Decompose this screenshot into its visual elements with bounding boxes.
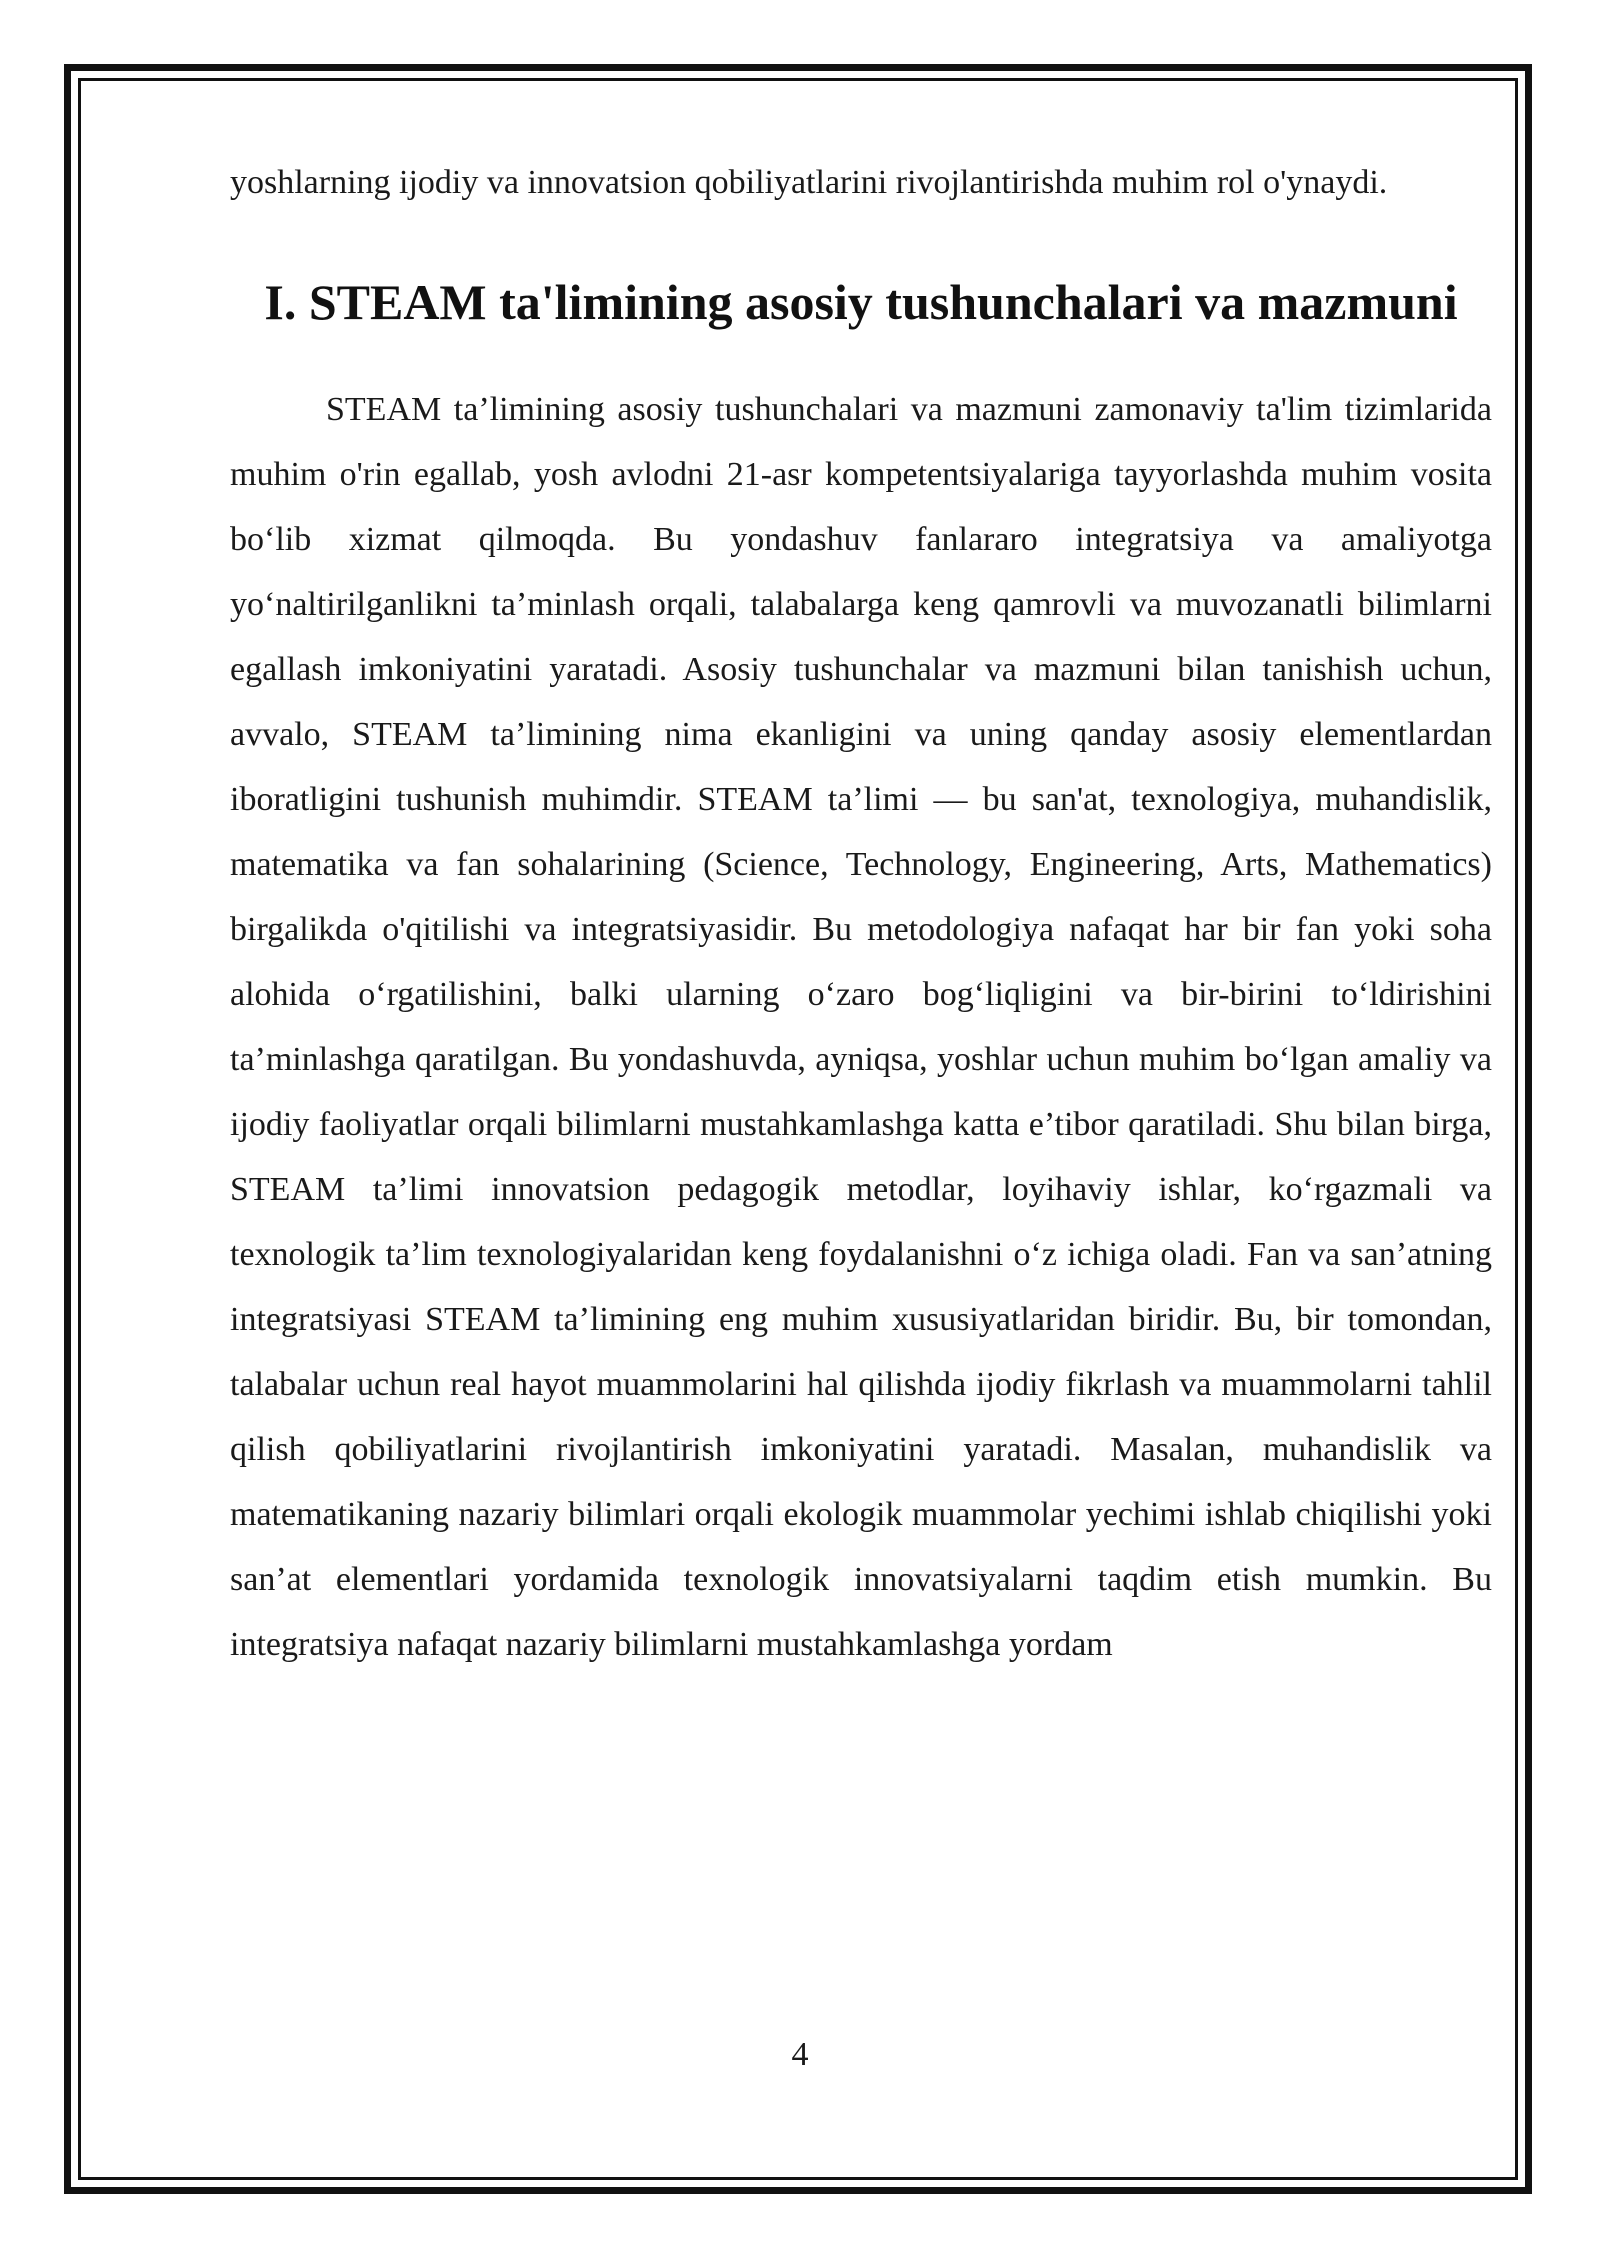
spacer (230, 215, 1492, 255)
page-number: 4 (791, 2036, 809, 2073)
intro-paragraph: yoshlarning ijodiy va innovatsion qobiliyatlarini rivojlantirishda muhim rol o'ynaydi. (230, 164, 1388, 201)
page-content (230, 150, 1492, 1677)
body-paragraph: STEAM ta’limining asosiy tushunchalari va mazmuni zamonaviy ta'lim tizimlarida muhim o'rin egallab, yosh avlodni 21-asr kompetentsiyalariga tayyorlashda muhim vosita bo‘lib xizmat qilmoqda. Bu yondashuv fanlararo integratsiya va amaliyotga yo‘naltirilganlikni ta’minlash orqali, talabalarga keng qamrovli va muvozanatli bilimlarni egallash imkoniyatini yaratadi. Asosiy tushunchalar va mazmuni bilan tanishish uchun, avvalo, STEAM ta’limining nima ekanligini va uning qanday asosiy elementlardan iboratligini tushunish muhimdir. STEAM ta’limi — bu san'at, texnologiya, muhandislik, matematika va fan sohalarining (Science, Technology, Engineering, Arts, Mathematics) birgalikda o'qitilishi va integratsiyasidir. Bu metodologiya nafaqat har bir fan yoki soha alohida o‘rgatilishini, balki ularning o‘zaro bog‘liqligini va bir-birini to‘ldirishini ta’minlashga qaratilgan. Bu yondashuvda, ayniqsa, yoshlar uchun muhim bo‘lgan amaliy va ijodiy faoliyatlar orqali bilimlarni mustahkamlashga katta e’tibor qaratiladi. Shu bilan birga, STEAM ta’limi innovatsion pedagogik metodlar, loyihaviy ishlar, ko‘rgazmali va texnologik ta’lim texnologiyalaridan keng foydalanishni o‘z ichiga oladi. Fan va san’atning integratsiyasi STEAM ta’limining eng muhim xususiyatlaridan biridir. Bu, bir tomondan, talabalar uchun real hayot muammolarini hal qilishda ijodiy fikrlash va muammolarni tahlil qilish qobiliyatlarini rivojlantirish imkoniyatini yaratadi. Masalan, muhandislik va matematikaning nazariy bilimlari orqali ekologik muammolar yechimi ishlab chiqilishi yoki san’at elementlari yordamida texnologik innovatsiyalarni taqdim etish mumkin. Bu integratsiya nafaqat nazariy bilimlarni mustahkamlashga yordam (230, 391, 1492, 1663)
section-heading: I. STEAM ta'limining asosiy tushunchalari va mazmuni (264, 274, 1458, 330)
spacer (230, 349, 1492, 377)
